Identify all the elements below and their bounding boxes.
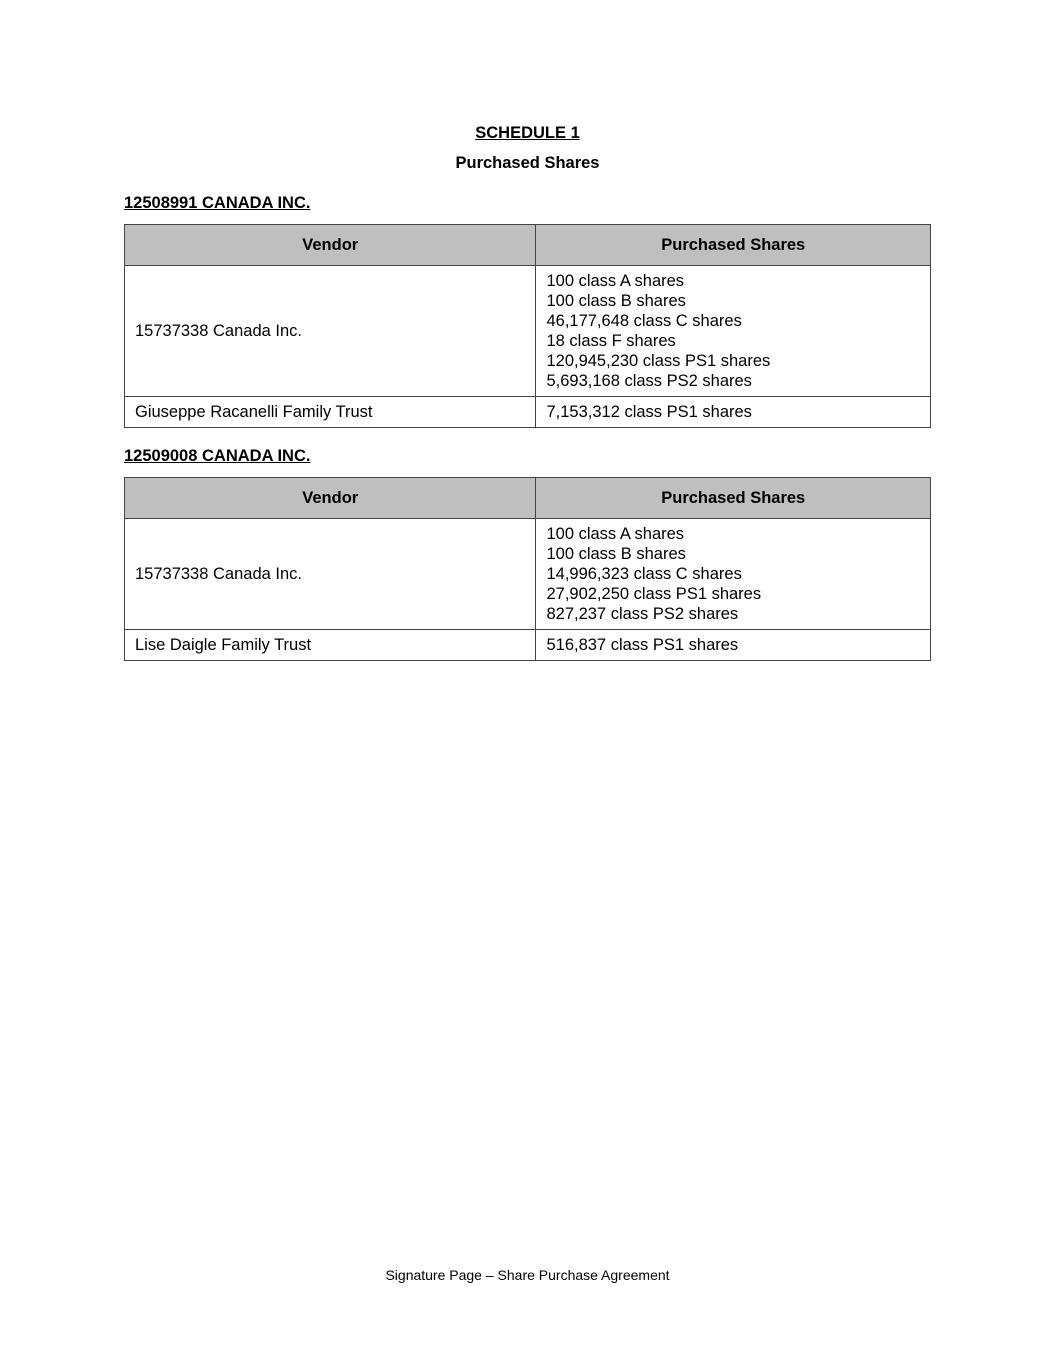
page-subtitle: Purchased Shares	[455, 154, 600, 172]
share-line: 14,996,323 class C shares	[546, 565, 742, 583]
table-row	[125, 630, 931, 661]
share-line: 100 class A shares	[546, 272, 685, 290]
shares-cell	[536, 397, 931, 428]
table-header-row	[125, 478, 931, 519]
table-header-row	[125, 225, 931, 266]
table-row	[125, 266, 931, 397]
share-line: 7,153,312 class PS1 shares	[546, 403, 752, 421]
shares-cell	[536, 266, 931, 397]
column-header-purchased-shares: Purchased Shares	[536, 478, 931, 519]
section-heading: 12508991 CANADA INC.	[124, 194, 311, 212]
vendor-cell: Lise Daigle Family Trust	[125, 630, 536, 661]
column-header-purchased-shares: Purchased Shares	[536, 225, 931, 266]
share-line: 46,177,648 class C shares	[546, 312, 742, 330]
page-footer: Signature Page – Share Purchase Agreement	[385, 1267, 670, 1283]
share-line: 100 class B shares	[546, 292, 686, 310]
share-line: 100 class A shares	[546, 525, 685, 543]
column-header-vendor: Vendor	[125, 225, 536, 266]
vendor-cell: Giuseppe Racanelli Family Trust	[125, 397, 536, 428]
purchased-shares-table	[124, 224, 931, 428]
purchased-shares-table	[124, 477, 931, 661]
shares-cell	[536, 630, 931, 661]
share-line: 27,902,250 class PS1 shares	[546, 585, 762, 603]
share-line: 18 class F shares	[546, 332, 676, 350]
share-line: 516,837 class PS1 shares	[546, 636, 739, 654]
column-header-vendor: Vendor	[125, 478, 536, 519]
share-line: 5,693,168 class PS2 shares	[546, 372, 752, 390]
share-line: 100 class B shares	[546, 545, 686, 563]
share-line: 120,945,230 class PS1 shares	[546, 352, 771, 370]
share-line: 827,237 class PS2 shares	[546, 605, 739, 623]
page-title: SCHEDULE 1	[475, 124, 580, 142]
shares-cell	[536, 519, 931, 630]
section-heading: 12509008 CANADA INC.	[124, 447, 311, 465]
vendor-cell: 15737338 Canada Inc.	[125, 519, 536, 630]
vendor-cell: 15737338 Canada Inc.	[125, 266, 536, 397]
table-row	[125, 397, 931, 428]
table-row	[125, 519, 931, 630]
